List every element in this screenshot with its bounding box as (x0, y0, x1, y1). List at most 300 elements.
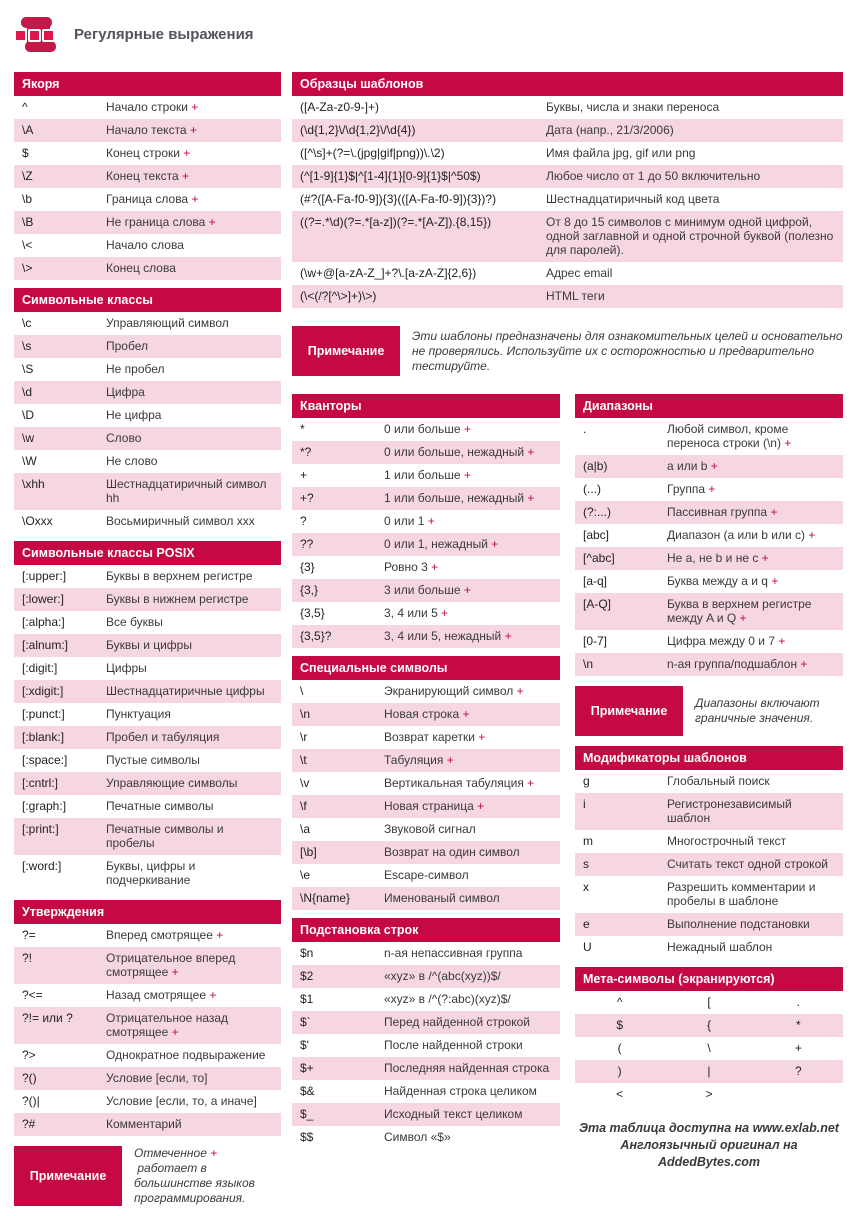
table-row (14, 984, 281, 1007)
table-row (575, 1060, 843, 1083)
symbol-cell: ?!= или ? (22, 1011, 73, 1025)
description-cell: Многострочный текст (667, 834, 787, 848)
symbol-cell: (\<(/?[^\>]+)\>) (300, 289, 377, 303)
plus-marker: + (459, 707, 470, 721)
section-header: Образцы шаблонов (292, 72, 843, 96)
plus-marker: + (187, 100, 199, 114)
plus-marker: + (797, 657, 808, 671)
table-row (292, 703, 560, 726)
description-cell: a или b + (667, 459, 718, 473)
description-cell: Назад смотрящее + (106, 988, 217, 1002)
table-row (14, 234, 281, 257)
symbol-cell: {3,} (300, 583, 319, 597)
description-cell: Адрес email (546, 266, 613, 280)
description-cell: 1 или больше, нежадный + (384, 491, 535, 505)
description-cell: Пассивная группа + (667, 505, 778, 519)
description-cell: Возврат на один символ (384, 845, 520, 859)
table-row (575, 1014, 843, 1037)
section-header: Символьные классы (14, 288, 281, 312)
symbol-cell: \D (22, 408, 34, 422)
symbol-cell: x (583, 880, 589, 894)
symbol-cell: \t (300, 753, 307, 767)
table-row (575, 936, 843, 959)
plus-marker: + (188, 192, 199, 206)
plus-marker: + (460, 422, 471, 436)
meta-symbol-cell: \ (707, 1041, 711, 1055)
description-cell: Глобальный поиск (667, 774, 770, 788)
description-cell: Цифры (106, 661, 147, 675)
symbol-cell: (^[1-9]{1}$|^[1-4]{1}[0-9]{1}$|^50$) (300, 169, 481, 183)
section-header: Модификаторы шаблонов (575, 746, 843, 770)
table-row (575, 653, 843, 676)
description-cell: Шестнадцатиричный символ hh (106, 477, 267, 505)
description-cell: Escape-символ (384, 868, 469, 882)
description-cell: Условие [если, то] (106, 1071, 208, 1085)
symbol-cell: ((?=.*\d)(?=.*[a-z])(?=.*[A-Z]).{8,15}) (300, 215, 492, 229)
table-row (292, 726, 560, 749)
page-header (14, 12, 843, 56)
description-cell: Экранирующий символ + (384, 684, 524, 698)
table-row (14, 657, 281, 680)
footer-line-original: Англоязычный оригинал на AddedBytes.com (620, 1138, 798, 1169)
description-cell: Отрицательное назад смотрящее + (106, 1011, 229, 1039)
table-row (292, 1103, 560, 1126)
table-row (575, 418, 843, 455)
table-row (14, 634, 281, 657)
sub-columns (292, 394, 843, 1171)
plus-marker: + (168, 965, 179, 979)
table-row (575, 478, 843, 501)
string-substitution-table (292, 918, 560, 1149)
symbol-cell: (?:...) (583, 505, 612, 519)
description-cell: Буквы, цифры и подчеркивание (106, 859, 196, 887)
symbol-cell: \ (300, 684, 304, 698)
description-cell: Все буквы (106, 615, 163, 629)
table-row (292, 510, 560, 533)
section-header: Диапазоны (575, 394, 843, 418)
description-cell: Выполнение подстановки (667, 917, 810, 931)
description-cell: Дата (напр., 21/3/2006) (546, 123, 674, 137)
plus-marker: + (186, 123, 197, 137)
symbol-cell: m (583, 834, 593, 848)
symbol-cell: \e (300, 868, 311, 882)
description-cell: Возврат каретки + (384, 730, 486, 744)
description-cell: Начало слова (106, 238, 184, 252)
description-cell: Отрицательное вперед смотрящее + (106, 951, 236, 979)
description-cell: Печатные символы (106, 799, 214, 813)
symbol-cell: $+ (300, 1061, 314, 1075)
table-row (575, 853, 843, 876)
description-cell: n-ая непассивная группа (384, 946, 523, 960)
table-row (575, 770, 843, 793)
symbol-cell: $n (300, 946, 314, 960)
description-cell: Не граница слова + (106, 215, 216, 229)
plus-marker: + (474, 730, 486, 744)
description-cell: Любое число от 1 до 50 включительно (546, 169, 761, 183)
description-cell: Новая страница + (384, 799, 485, 813)
symbol-cell: \n (583, 657, 594, 671)
note-label: Примечание (575, 686, 683, 736)
plus-marker: + (205, 215, 216, 229)
description-cell: Символ «$» (384, 1130, 451, 1144)
note-text (695, 686, 843, 736)
plus-marker: + (437, 606, 449, 620)
table-row (14, 142, 281, 165)
note-text-part: Отмеченное (134, 1146, 211, 1160)
description-cell: Вертикальная табуляция + (384, 776, 535, 790)
anchors-table (14, 72, 281, 280)
table-row (292, 285, 843, 308)
note-text (134, 1146, 281, 1206)
symbol-cell: \s (22, 339, 32, 353)
note-label: Примечание (292, 326, 400, 376)
description-cell: После найденной строки (384, 1038, 523, 1052)
table-row (575, 1083, 843, 1106)
symbol-cell: [a-q] (583, 574, 608, 588)
description-cell: 3 или больше + (384, 583, 471, 597)
description-cell: Найденная строка целиком (384, 1084, 537, 1098)
table-row (14, 165, 281, 188)
plus-marker: + (523, 776, 535, 790)
description-cell: Последняя найденная строка (384, 1061, 550, 1075)
description-cell: Вперед смотрящее + (106, 928, 224, 942)
section-header: Мета-символы (экранируются) (575, 967, 843, 991)
note-text-part: Эти шаблоны предназначены для ознакомительных целей и основательно не проверялись. Используйте их с осторожностью и предварительно тестируйте. (412, 328, 846, 373)
symbol-cell: (...) (583, 482, 601, 496)
table-row (14, 1113, 281, 1136)
description-cell: Имя файла jpg, gif или png (546, 146, 696, 160)
description-cell: n-ая группа/подшаблон + (667, 657, 808, 671)
plus-marker: + (460, 468, 471, 482)
description-cell: От 8 до 15 символов с минимум одной цифрой, одной заглавной и одной строчной буквой (полезно для паролей). (546, 215, 834, 257)
symbol-cell: (a|b) (583, 459, 608, 473)
description-cell: Восьмиричный символ xxx (106, 514, 255, 528)
symbol-cell: [:upper:] (22, 569, 67, 583)
plus-marker: + (805, 528, 816, 542)
description-cell: Конец текста + (106, 169, 189, 183)
symbol-cell: [:space:] (22, 753, 68, 767)
symbol-cell: \b (22, 192, 33, 206)
symbol-cell: ?<= (22, 988, 43, 1002)
table-row (292, 441, 560, 464)
symbol-cell: [:graph:] (22, 799, 67, 813)
table-row (292, 942, 560, 965)
table-row (14, 1007, 281, 1044)
middle-column (292, 394, 560, 1171)
description-cell: Шестнадцатиричные цифры (106, 684, 265, 698)
footer (575, 1120, 843, 1171)
description-cell: 0 или 1, нежадный + (384, 537, 499, 551)
table-row (14, 427, 281, 450)
right-area (292, 72, 846, 1216)
table-row (14, 611, 281, 634)
plus-marker: + (460, 583, 471, 597)
plus-marker: + (212, 928, 224, 942)
table-row (292, 988, 560, 1011)
meta-symbol-cell: < (616, 1087, 624, 1101)
meta-symbol-cell: ^ (616, 995, 623, 1009)
table-row (575, 1037, 843, 1060)
symbol-cell: [:alpha:] (22, 615, 65, 629)
meta-symbol-cell: ( (617, 1041, 622, 1055)
meta-symbol-cell: ? (794, 1064, 802, 1078)
table-row (292, 464, 560, 487)
quantifiers-table (292, 394, 560, 648)
symbol-cell: \Z (22, 169, 33, 183)
symbol-cell: \xhh (22, 477, 45, 491)
symbol-cell: ?? (300, 537, 314, 551)
symbol-cell: \> (22, 261, 33, 275)
table-row (292, 965, 560, 988)
table-row (292, 1034, 560, 1057)
table-row (575, 570, 843, 593)
assertions-table (14, 900, 281, 1136)
description-cell: Граница слова + (106, 192, 199, 206)
table-row (14, 1067, 281, 1090)
table-row (292, 602, 560, 625)
table-row (292, 188, 843, 211)
table-row (292, 818, 560, 841)
description-cell: Цифра между 0 и 7 + (667, 634, 786, 648)
table-row (14, 404, 281, 427)
symbol-cell: [:blank:] (22, 730, 65, 744)
table-row (14, 358, 281, 381)
symbol-cell: . (583, 422, 587, 436)
symbol-cell: * (300, 422, 305, 436)
symbol-cell: (#?([A-Fa-f0-9]){3}(([A-Fa-f0-9]){3})?) (300, 192, 497, 206)
symbol-cell: ?! (22, 951, 33, 965)
table-row (292, 1126, 560, 1149)
meta-symbol-cell: > (705, 1087, 713, 1101)
symbol-cell: $1 (300, 992, 314, 1006)
description-cell: Группа + (667, 482, 716, 496)
table-row (14, 924, 281, 947)
pattern-modifiers-table (575, 746, 843, 959)
plus-marker: + (524, 491, 535, 505)
table-row (14, 855, 281, 892)
description-cell: Буквы, числа и знаки переноса (546, 100, 720, 114)
posix-classes-table (14, 541, 281, 892)
plus-marker: + (487, 537, 499, 551)
description-cell: Начало строки + (106, 100, 199, 114)
description-cell: Управляющие символы (106, 776, 238, 790)
description-cell: Пробел и табуляция (106, 730, 220, 744)
symbol-cell: ^ (22, 100, 28, 114)
description-cell: Регистронезависимый шаблон (667, 797, 792, 825)
table-row (14, 257, 281, 280)
section-header: Символьные классы POSIX (14, 541, 281, 565)
section-header: Кванторы (292, 394, 560, 418)
table-row (292, 1057, 560, 1080)
symbol-cell: s (583, 857, 589, 871)
symbol-cell: \A (22, 123, 34, 137)
right-column (575, 394, 843, 1171)
symbol-cell: {3,5}? (300, 629, 332, 643)
symbol-cell: [:digit:] (22, 661, 58, 675)
plus-note (14, 1146, 281, 1206)
description-cell: HTML теги (546, 289, 605, 303)
symbol-cell: ?() (22, 1071, 37, 1085)
description-cell: Шестнадцатиричный код цвета (546, 192, 720, 206)
symbol-cell: \n (300, 707, 311, 721)
table-row (14, 680, 281, 703)
symbol-cell: g (583, 774, 590, 788)
plus-marker: + (178, 169, 189, 183)
description-cell: Конец строки + (106, 146, 191, 160)
symbol-cell: \d (22, 385, 33, 399)
description-cell: Буква между a и q + (667, 574, 779, 588)
section-header: Специальные символы (292, 656, 560, 680)
table-row (14, 96, 281, 119)
description-cell: «xyz» в /^(?:abc)(xyz)$/ (384, 992, 511, 1006)
table-row (292, 579, 560, 602)
meta-symbol-cell: { (706, 1018, 711, 1032)
table-row (575, 991, 843, 1014)
note-text (412, 326, 846, 376)
symbol-cell: $$ (300, 1130, 314, 1144)
description-cell: Буква в верхнем регистре между A и Q + (667, 597, 812, 625)
special-characters-table (292, 656, 560, 910)
table-row (14, 450, 281, 473)
symbol-cell: [:xdigit:] (22, 684, 64, 698)
table-row (292, 418, 560, 441)
table-row (292, 795, 560, 818)
description-cell: Пробел (106, 339, 148, 353)
plus-marker: + (707, 459, 718, 473)
footer-line-source: Эта таблица доступна на www.exlab.net (579, 1121, 839, 1135)
description-cell: Управляющий символ (106, 316, 229, 330)
symbol-cell: [:punct:] (22, 707, 65, 721)
section-header: Подстановка строк (292, 918, 560, 942)
plus-marker: + (758, 551, 769, 565)
meta-symbol-cell: + (794, 1041, 802, 1055)
main-layout (14, 72, 846, 1216)
plus-marker: + (513, 684, 524, 698)
description-cell: «xyz» в /^(abc(xyz))$/ (384, 969, 501, 983)
description-cell: 0 или 1 + (384, 514, 435, 528)
plus-marker: + (473, 799, 485, 813)
meta-symbols-table (575, 967, 843, 1106)
section-header: Якоря (14, 72, 281, 96)
symbol-cell: (\d{1,2}\/\d{1,2}\/\d{4}) (300, 123, 416, 137)
exlab-logo-icon (14, 16, 61, 53)
ranges-table (575, 394, 843, 676)
plus-marker: + (210, 1146, 218, 1160)
symbol-cell: [A-Q] (583, 597, 612, 611)
plus-marker: + (775, 634, 786, 648)
symbol-cell: \f (300, 799, 307, 813)
plus-marker: + (443, 753, 454, 767)
description-cell: Именованый символ (384, 891, 500, 905)
description-cell: Цифра (106, 385, 145, 399)
meta-symbol-cell: $ (616, 1018, 623, 1032)
plus-marker: + (780, 436, 792, 450)
section-header: Утверждения (14, 900, 281, 924)
table-row (292, 96, 843, 119)
table-row (575, 630, 843, 653)
symbol-cell: [0-7] (583, 634, 608, 648)
table-row (292, 262, 843, 285)
symbol-cell: \N{name} (300, 891, 351, 905)
plus-marker: + (524, 445, 535, 459)
table-row (292, 487, 560, 510)
table-row (575, 547, 843, 570)
table-row (292, 864, 560, 887)
table-row (14, 565, 281, 588)
symbol-cell: \v (300, 776, 310, 790)
table-row (292, 625, 560, 648)
note-text-part: работает в большинстве языков программирования. (134, 1161, 259, 1205)
description-cell: 0 или больше + (384, 422, 471, 436)
symbol-cell: \c (22, 316, 32, 330)
table-row (575, 455, 843, 478)
table-row (292, 211, 843, 262)
table-row (14, 588, 281, 611)
description-cell: Начало текста + (106, 123, 197, 137)
table-row (575, 524, 843, 547)
description-cell: Буквы в нижнем регистре (106, 592, 249, 606)
symbol-cell: $& (300, 1084, 315, 1098)
symbol-cell: ?= (22, 928, 36, 942)
symbol-cell: ?# (22, 1117, 36, 1131)
description-cell: Комментарий (106, 1117, 182, 1131)
table-row (14, 726, 281, 749)
description-cell: Любой символ, кроме переноса строки (\n) + (667, 422, 792, 450)
table-row (14, 772, 281, 795)
description-cell: Не слово (106, 454, 158, 468)
description-cell: Перед найденной строкой (384, 1015, 530, 1029)
table-row (292, 680, 560, 703)
symbol-cell: \Oxxx (22, 514, 53, 528)
symbol-cell: ? (300, 514, 307, 528)
description-cell: Слово (106, 431, 142, 445)
meta-symbol-cell: ) (617, 1064, 622, 1078)
symbol-cell: [:lower:] (22, 592, 65, 606)
table-row (292, 1011, 560, 1034)
description-cell: Не пробел (106, 362, 165, 376)
table-row (14, 188, 281, 211)
symbol-cell: $ (22, 146, 29, 160)
table-row (575, 593, 843, 630)
symbol-cell: [abc] (583, 528, 610, 542)
plus-marker: + (767, 505, 778, 519)
table-row (575, 793, 843, 830)
plus-marker: + (206, 988, 217, 1002)
table-row (14, 473, 281, 510)
description-cell: Нежадный шаблон (667, 940, 773, 954)
symbol-cell: [:word:] (22, 859, 62, 873)
description-cell: Не a, не b и не c + (667, 551, 769, 565)
symbol-cell: ?> (22, 1048, 36, 1062)
symbol-cell: \W (22, 454, 37, 468)
table-row (575, 913, 843, 936)
description-cell: Звуковой сигнал (384, 822, 476, 836)
table-row (14, 510, 281, 533)
description-cell: Считать текст одной строкой (667, 857, 828, 871)
symbol-cell: {3,5} (300, 606, 325, 620)
table-row (14, 381, 281, 404)
symbol-cell: [:cntrl:] (22, 776, 59, 790)
table-row (14, 211, 281, 234)
description-cell: Разрешить комментарии и пробелы в шаблоне (667, 880, 816, 908)
plus-marker: + (705, 482, 716, 496)
table-row (14, 795, 281, 818)
left-column (14, 72, 281, 1216)
symbol-cell: [^abc] (583, 551, 615, 565)
table-row (575, 830, 843, 853)
description-cell: Однократное подвыражение (106, 1048, 266, 1062)
table-row (292, 841, 560, 864)
